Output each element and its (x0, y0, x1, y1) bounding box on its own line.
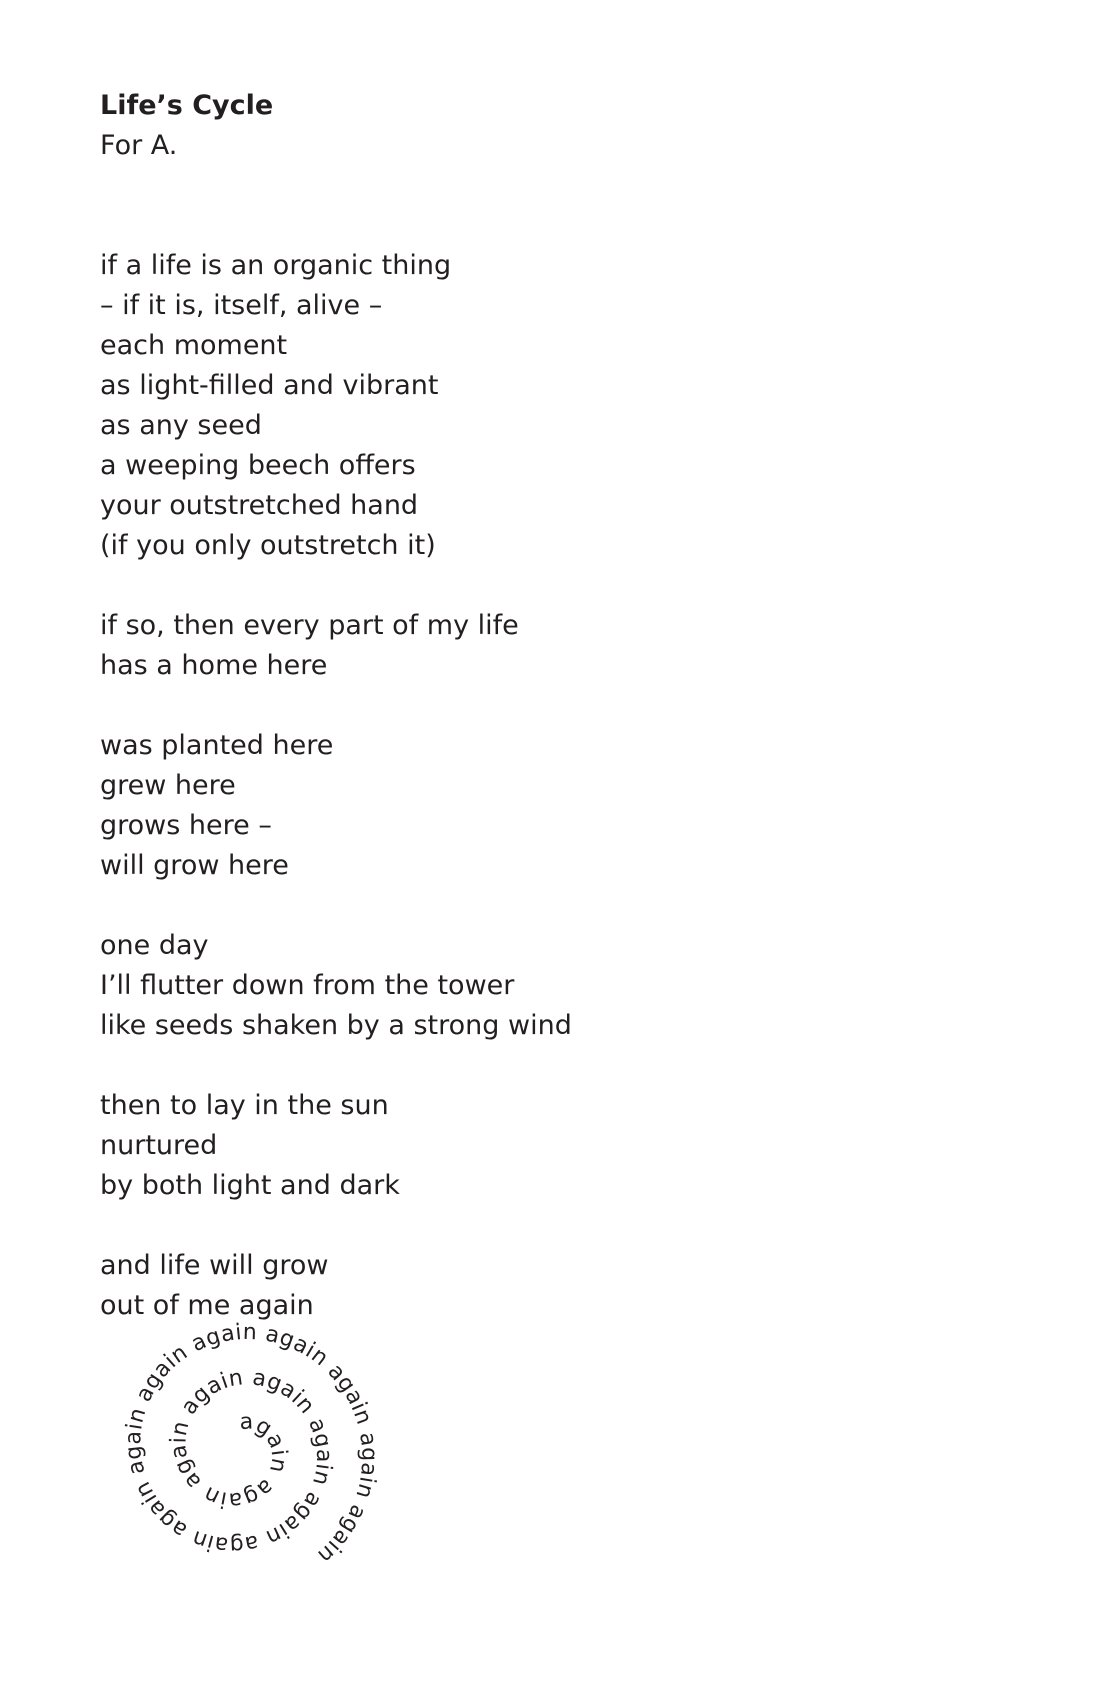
poem-line: will grow here (100, 850, 289, 881)
poem-line: – if it is, itself, alive – (100, 290, 383, 321)
poem-page (100, 86, 1000, 1366)
poem-line: nurtured (100, 1130, 218, 1161)
poem-line: grew here (100, 770, 236, 801)
poem-line: out of me again (100, 1290, 314, 1321)
poem-line: as light-filled and vibrant (100, 370, 439, 401)
again-spiral-textpath: again again again again again again again again again again again again again again again again (121, 1319, 382, 1569)
poem-line: one day (100, 930, 209, 961)
poem-line: as any seed (100, 410, 262, 441)
poem-line: by both light and dark (100, 1170, 400, 1201)
poem-dedication: For A. (100, 130, 178, 161)
poem-line: grows here – (100, 810, 272, 841)
poem-line: (if you only outstretch it) (100, 530, 436, 561)
poem-body (100, 246, 1000, 1326)
poem-line: like seeds shaken by a strong wind (100, 1010, 572, 1041)
poem-line: your outstretched hand (100, 490, 419, 521)
poem-line: I’ll flutter down from the tower (100, 970, 515, 1001)
poem-line: if so, then every part of my life (100, 610, 519, 641)
stanza-5 (100, 1086, 1000, 1206)
poem-line: then to lay in the sun (100, 1090, 389, 1121)
again-spiral-svg (100, 1310, 440, 1610)
poem-line: a weeping beech offers (100, 450, 416, 481)
again-spiral (100, 1310, 440, 1610)
poem-title: Life’s Cycle (100, 90, 274, 121)
stanza-3 (100, 726, 1000, 886)
poem-line: each moment (100, 330, 288, 361)
stanza-1 (100, 246, 1000, 566)
poem-line: if a life is an organic thing (100, 250, 452, 281)
poem-line: has a home here (100, 650, 328, 681)
again-spiral-text (121, 1320, 381, 1568)
stanza-4 (100, 926, 1000, 1046)
poem-line: was planted here (100, 730, 334, 761)
stanza-2 (100, 606, 1000, 686)
poem-line: and life will grow (100, 1250, 329, 1281)
